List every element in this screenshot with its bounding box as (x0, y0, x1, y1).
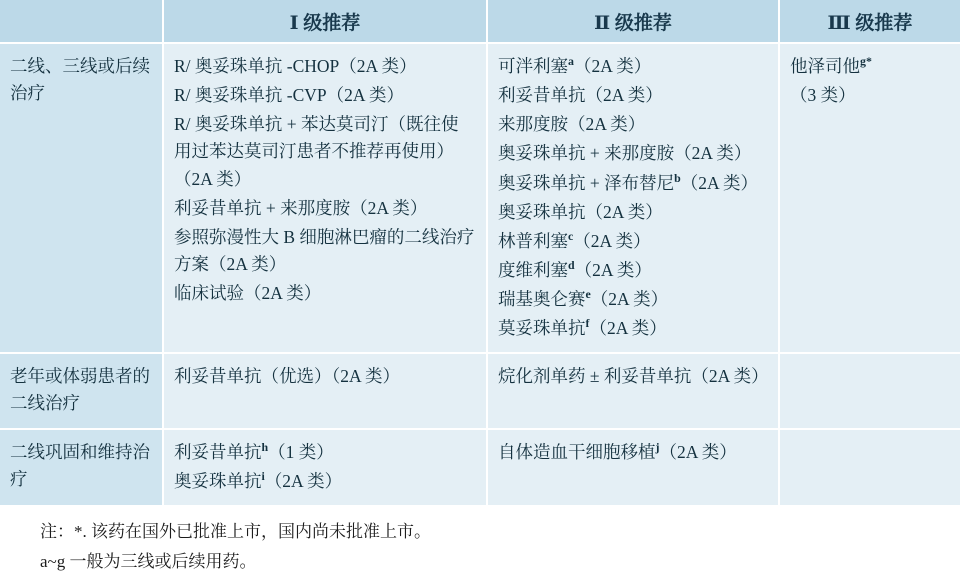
row-0-level-2-cell (487, 43, 779, 353)
header-cell-blank (0, 0, 163, 43)
row-label-consolidation-maintenance: 二线巩固和维持治疗 (0, 429, 163, 505)
row-2-level-3-cell (779, 429, 960, 505)
treatment-line: 可泮利塞$^a$（2A 类） (498, 53, 768, 80)
treatment-line: 奥妥珠单抗 + 泽布替尼$^b$（2A 类） (498, 170, 768, 197)
footnote-line: 注：*. 该药在国外已批准上市，国内尚未批准上市。 (40, 517, 960, 547)
treatment-line: R/ 奥妥珠单抗 -CVP（2A 类） (174, 82, 476, 109)
treatment-line: 自体造血干细胞移植$^j$（2A 类） (498, 439, 768, 466)
treatment-line: 利妥昔单抗 + 来那度胺（2A 类） (174, 195, 476, 222)
row-1-level-3-cell (779, 353, 960, 428)
row-0-level-1-cell (163, 43, 487, 353)
table-row (0, 429, 960, 505)
treatment-line: 瑞基奥仑赛$^e$（2A 类） (498, 286, 768, 313)
treatment-line: 利妥昔单抗（优选）（2A 类） (174, 363, 476, 390)
header-cell-level-2: Ⅱ 级推荐 (487, 0, 779, 43)
row-label-second-third-line: 二线、三线或后续治疗 (0, 43, 163, 353)
treatment-line: R/ 奥妥珠单抗 + 苯达莫司汀（既往使用过苯达莫司汀患者不推荐再使用）（2A 类） (174, 111, 476, 192)
row-label-elderly-frail: 老年或体弱患者的二线治疗 (0, 353, 163, 428)
treatment-line: 奥妥珠单抗（2A 类） (498, 199, 768, 226)
treatment-line: 他泽司他$^{g*}$ (790, 53, 950, 80)
treatment-line: 临床试验（2A 类） (174, 280, 476, 307)
header-row (0, 0, 960, 43)
row-1-level-2-cell (487, 353, 779, 428)
table-header (0, 0, 960, 43)
table-row (0, 43, 960, 353)
table-row (0, 353, 960, 428)
row-2-level-1-cell (163, 429, 487, 505)
treatment-line: 参照弥漫性大 B 细胞淋巴瘤的二线治疗方案（2A 类） (174, 224, 476, 278)
treatment-line: 利妥昔单抗（2A 类） (498, 82, 768, 109)
treatment-line: 奥妥珠单抗 + 来那度胺（2A 类） (498, 140, 768, 167)
header-cell-level-1: Ⅰ 级推荐 (163, 0, 487, 43)
row-0-level-3-cell (779, 43, 960, 353)
treatment-line: 烷化剂单药 ± 利妥昔单抗（2A 类） (498, 363, 768, 390)
header-cell-level-3: Ⅲ 级推荐 (779, 0, 960, 43)
treatment-line: 来那度胺（2A 类） (498, 111, 768, 138)
row-2-level-2-cell (487, 429, 779, 505)
treatment-line: 度维利塞$^d$（2A 类） (498, 257, 768, 284)
row-1-level-1-cell (163, 353, 487, 428)
treatment-line: （3 类） (790, 82, 950, 109)
treatment-line: 奥妥珠单抗$^i$（2A 类） (174, 468, 476, 495)
table-footnotes (0, 517, 960, 576)
table-body (0, 43, 960, 505)
treatment-line: 林普利塞$^c$（2A 类） (498, 228, 768, 255)
treatment-line: 莫妥珠单抗$^f$（2A 类） (498, 315, 768, 342)
footnote-line: a~g 一般为三线或后续用药。 (40, 547, 960, 576)
treatment-line: R/ 奥妥珠单抗 -CHOP（2A 类） (174, 53, 476, 80)
treatment-line: 利妥昔单抗$^h$（1 类） (174, 439, 476, 466)
